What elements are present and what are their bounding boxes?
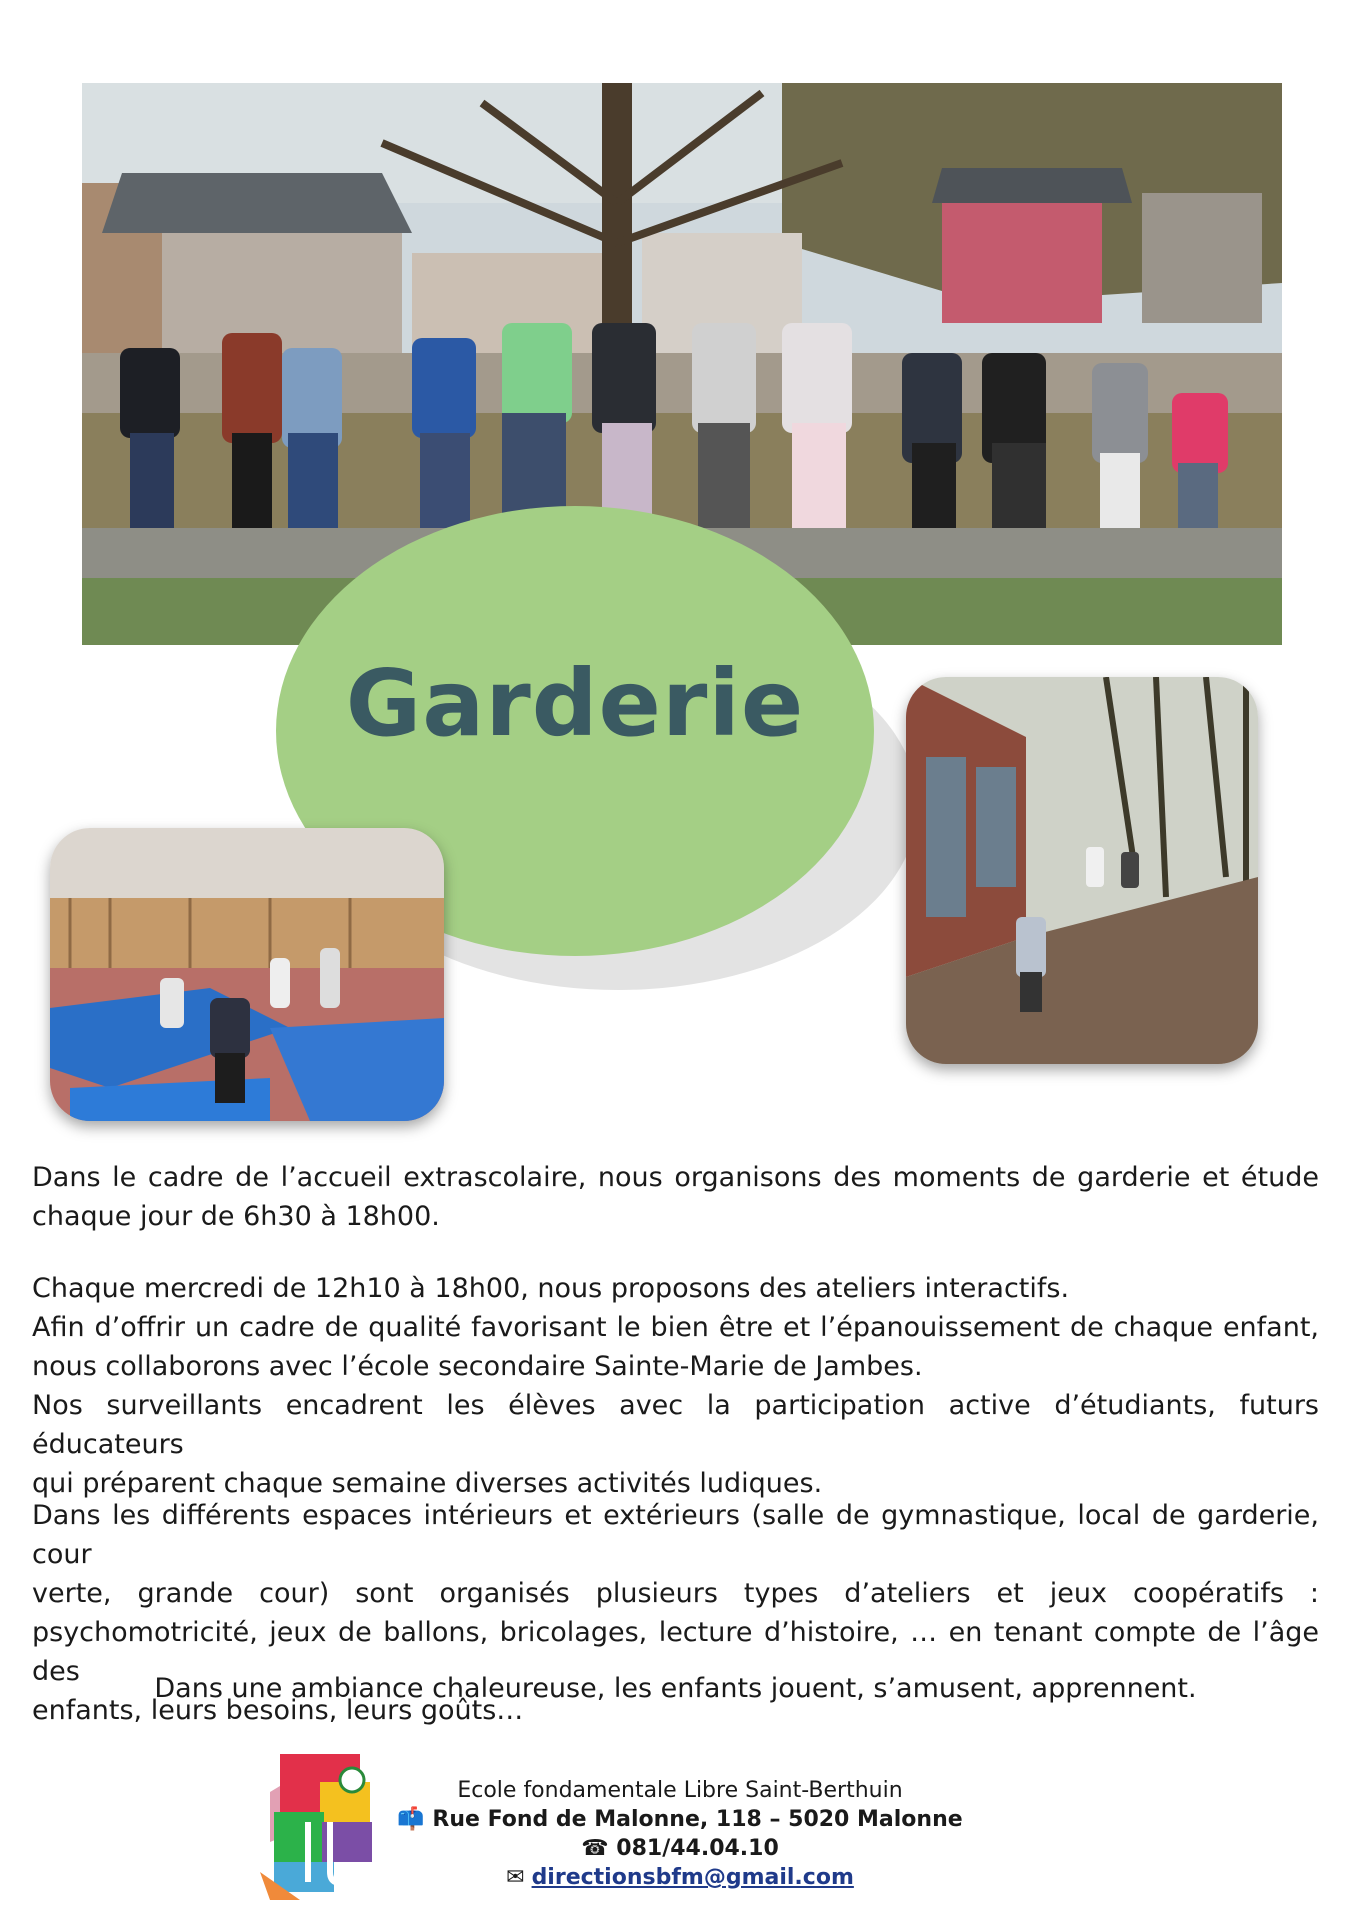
mailbox-icon: 📫 bbox=[397, 1807, 425, 1832]
email-line bbox=[380, 1863, 980, 1892]
text-line: chaque jour de 6h30 à 18h00. bbox=[32, 1201, 440, 1232]
text-line: verte, grande cour) sont organisés plusieurs types d’ateliers et jeux coopératifs : bbox=[32, 1578, 1319, 1609]
text-line: Chaque mercredi de 12h10 à 18h00, nous proposons des ateliers interactifs. bbox=[32, 1273, 1070, 1304]
text-line: qui préparent chaque semaine diverses activités ludiques. bbox=[32, 1468, 823, 1499]
telephone-icon: ☎ bbox=[581, 1836, 609, 1861]
wednesday-paragraph bbox=[32, 1269, 1319, 1503]
intro-paragraph bbox=[32, 1158, 1319, 1236]
text-line: Afin d’offrir un cadre de qualité favorisant le bien être et l’épanouissement de chaque enfant, bbox=[32, 1312, 1319, 1343]
email-link[interactable]: directionsbfm@gmail.com bbox=[531, 1865, 854, 1890]
page-title: Garderie bbox=[345, 650, 805, 757]
text-line: Dans le cadre de l’accueil extrascolaire, nous organisons des moments de garderie et étude bbox=[32, 1162, 1319, 1193]
school-logo bbox=[260, 1752, 384, 1900]
school-name: Ecole fondamentale Libre Saint-Berthuin bbox=[457, 1778, 903, 1803]
school-contact bbox=[380, 1776, 980, 1892]
text-line: Nos surveillants encadrent les élèves avec la participation active d’étudiants, futurs éducateurs bbox=[32, 1390, 1319, 1460]
phone-text: 081/44.04.10 bbox=[616, 1836, 779, 1861]
text-line: enfants, leurs besoins, leurs goûts… bbox=[32, 1695, 524, 1726]
envelope-icon: ✉ bbox=[506, 1865, 525, 1890]
yard-photo bbox=[906, 677, 1258, 1064]
address-text: Rue Fond de Malonne, 118 – 5020 Malonne bbox=[432, 1807, 963, 1832]
phone-line bbox=[380, 1834, 980, 1863]
text-line: Dans les différents espaces intérieurs et extérieurs (salle de gymnastique, local de garderie, cour bbox=[32, 1500, 1319, 1570]
gym-photo bbox=[50, 828, 444, 1121]
text-line: nous collaborons avec l’école secondaire Sainte-Marie de Jambes. bbox=[32, 1351, 923, 1382]
closing-sentence: Dans une ambiance chaleureuse, les enfants jouent, s’amusent, apprennent. bbox=[154, 1673, 1197, 1704]
address-line bbox=[380, 1805, 980, 1834]
text-line: psychomotricité, jeux de ballons, bricolages, lecture d’histoire, … en tenant compte de l’âge des bbox=[32, 1617, 1319, 1687]
